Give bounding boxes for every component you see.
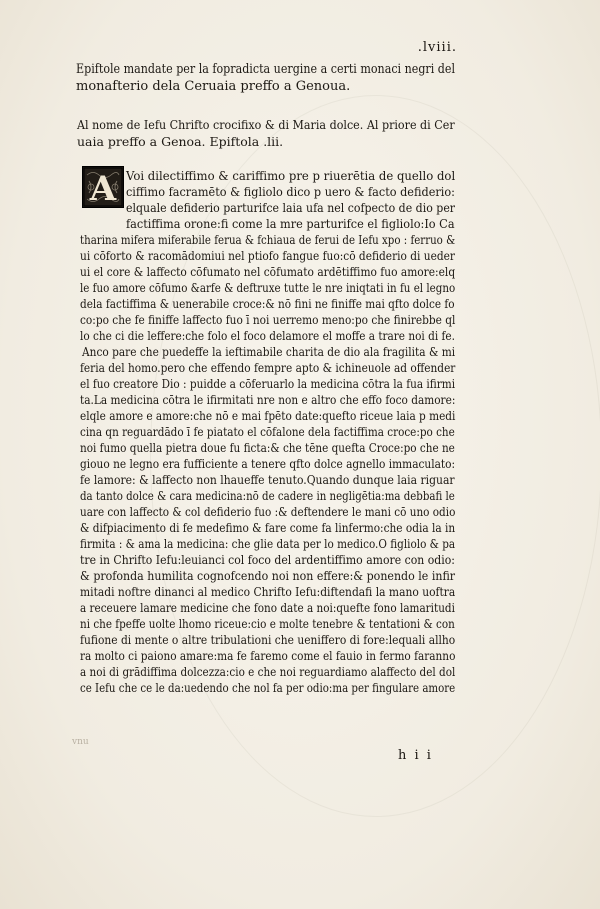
body-line: uare con laffecto & col defiderio fuo :& deftendere le mani cō uno odio [80, 504, 456, 519]
body-line: co:po che fe finiffe laffecto fuo ī noi uerremo meno:po che finirebbe ql [80, 312, 456, 327]
body-line: ui cōforto & racomādomiui nel ptiofo fangue fuo:cō defiderio di ueder [80, 248, 455, 263]
drop-cap-letter: A [89, 169, 117, 207]
body-line: Voi dilectiffimo & cariffimo pre p riuerētia de quello dol [126, 168, 456, 183]
body-line: dela factiffima & uenerabile croce:& nō fini ne finiffe mai qfto dolce fo [80, 296, 455, 311]
body-line: fufione di mente o altre tribulationi che ueniffero di fore:lequali allho [80, 632, 456, 647]
body-line: firmita : & ama la medicina: che glie data per lo medico.O figliolo & pa [80, 536, 456, 551]
body-line: ce Iefu che ce le da:uedendo che nol fa per odio:ma per fingulare amore [80, 680, 456, 695]
body-line: ui el core & laffecto cōfumato nel cōfumato ardētiffimo fuo amore:elq [80, 264, 456, 279]
body-line: mitadi noftre dinanci al medico Chrifto Iefu:diftendafi la mano uoftra [80, 584, 456, 599]
decorated-initial-icon [83, 167, 123, 207]
body-line: elquale defiderio parturifce laia ufa nel cofpecto de dio per [126, 200, 456, 215]
faint-mark: vnu [72, 737, 89, 747]
signature-mark: h i i [398, 748, 433, 763]
title-line: Epiftole mandate per la fopradicta uergine a certi monaci negri del [76, 62, 456, 77]
body-line: & profonda humilita cognofcendo noi non effere:& ponendo le infir [80, 568, 456, 583]
body-line: tharina mifera miferabile ferua & fchiaua de ferui de Iefu xpo : ferruo & [80, 232, 456, 247]
body-line: cina qn reguardādo ī fe piatato el cōfalone dela factiffima croce:po che [80, 424, 455, 439]
body-line: el fuo creatore Dio : puidde a cōferuarlo la medicina cōtra la fua ifirmi [80, 376, 456, 391]
heading-line: Al nome de Iefu Chrifto crocifixo & di Maria dolce. Al priore di Cer [77, 117, 455, 132]
body-line: le fuo amore cōfumo &arfe & deftruxe tutte le nre iniqtati in fu el legno [80, 280, 456, 295]
body-line: tre in Chrifto Iefu:leuianci col foco del ardentiffimo amore con odio: [80, 552, 455, 567]
body-line: ni che fpeffe uolte lhomo riceue:cio e molte tenebre & tentationi & con [80, 616, 455, 631]
body-line: fe lamore: & laffecto non lhaueffe tenuto.Quando dunque laia riguar [80, 472, 455, 487]
body-line: giouo ne legno era fufficiente a tenere qfto dolce agnello immaculato: [80, 456, 456, 471]
body-line: noi fumo quella pietra doue fu ficta:& che tēne quefta Croce:po che ne [80, 440, 455, 455]
body-line: ta.La medicina cōtra le ifirmitati nre non e altro che effo foco damore: [80, 392, 456, 407]
body-line: ciffimo facramēto & figliolo dico p uero & facto defiderio: [126, 184, 455, 199]
body-line: a receuere lamare medicine che fono date a noi:quefte fono lamaritudi [80, 600, 455, 615]
body-line: a noi di grādiffima dolcezza:cio e che noi reguardiamo alaffecto del dol [80, 664, 456, 679]
body-line: & difpiacimento di fe medefimo & fare come fa linfermo:che odia la in [80, 520, 456, 535]
body-line: Anco pare che puedeffe la ieftimabile charita de dio ala fragilita & mi [82, 344, 456, 359]
body-line: factiffima orone:fi come la mre parturifce el figliolo:Io Ca [126, 216, 455, 231]
title-line: monafterio dela Ceruaia preffo a Genoua. [76, 79, 351, 94]
heading-line: uaia preffo a Genoa. Epiftola .lii. [77, 134, 284, 149]
body-line: elqle amore e amore:che nō e mai fpēto date:quefto riceue laia p medi [80, 408, 456, 423]
folio-number: .lviii. [417, 40, 457, 55]
body-line: da tanto dolce & cara medicina:nō de cadere in negligētia:ma debbafi le [80, 488, 455, 503]
body-line: ra molto ci paiono amare:ma fe faremo come el fauio in fermo faranno [80, 648, 456, 663]
body-line: feria del homo.pero che effendo fempre apto & ichineuole ad offender [80, 360, 456, 375]
decorated-initial [82, 166, 124, 208]
body-line: lo che ci die leffere:che folo el foco delamore el moffe a trare noi di fe. [80, 328, 455, 343]
